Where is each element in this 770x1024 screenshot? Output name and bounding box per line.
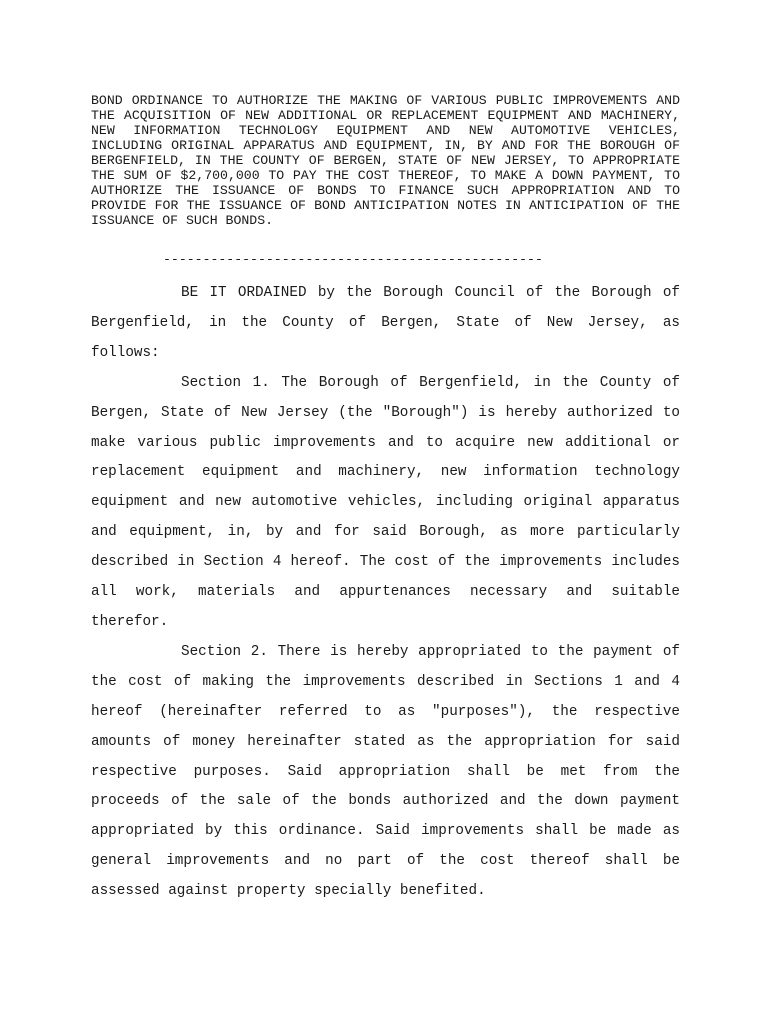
- separator-line: ------------------------------------------------: [163, 252, 543, 267]
- section-2-paragraph: Section 2. There is hereby appropriated to the payment of the cost of making the improvements described in Sections 1 and 4 hereof (hereinafter referred to as "purposes"), the respective amounts of money hereinafter stated as the appropriation for said respective purposes. Said appropriation shall be met from the proceeds of the sale of the bonds authorized and the down payment appropriated by this ordinance. Said improvements shall be made as general improvements and no part of the cost thereof shall be assessed against property specially benefited.: [91, 643, 680, 900]
- section-1-paragraph: Section 1. The Borough of Bergenfield, in the County of Bergen, State of New Jersey (the "Borough") is hereby authorized to make various public improvements and to acquire new additional or replacement equipment and machinery, new information technology equipment and new automotive vehicles, including original apparatus and equipment, in, by and for said Borough, as more particularly described in Section 4 hereof. The cost of the improvements includes all work, materials and appurtenances necessary and suitable therefor.: [91, 374, 680, 630]
- preamble-paragraph: BE IT ORDAINED by the Borough Council of the Borough of Bergenfield, in the County of Bergen, State of New Jersey, as follows:: [91, 285, 680, 361]
- ordinance-body: [91, 279, 680, 907]
- ordinance-title: BOND ORDINANCE TO AUTHORIZE THE MAKING OF VARIOUS PUBLIC IMPROVEMENTS AND THE ACQUISITION OF NEW ADDITIONAL OR REPLACEMENT EQUIPMENT AND MACHINERY, NEW INFORMATION TECHNOLOGY EQUIPMENT AND NEW AUTOMOTIVE VEHICLES, INCLUDING ORIGINAL APPARATUS AND EQUIPMENT, IN, BY AND FOR THE BOROUGH OF BERGENFIELD, IN THE COUNTY OF BERGEN, STATE OF NEW JERSEY, TO APPROPRIATE THE SUM OF $2,700,000 TO PAY THE COST THEREOF, TO MAKE A DOWN PAYMENT, TO AUTHORIZE THE ISSUANCE OF BONDS TO FINANCE SUCH APPROPRIATION AND TO PROVIDE FOR THE ISSUANCE OF BOND ANTICIPATION NOTES IN ANTICIPATION OF THE ISSUANCE OF SUCH BONDS.: [91, 93, 680, 228]
- document-page: [91, 93, 680, 907]
